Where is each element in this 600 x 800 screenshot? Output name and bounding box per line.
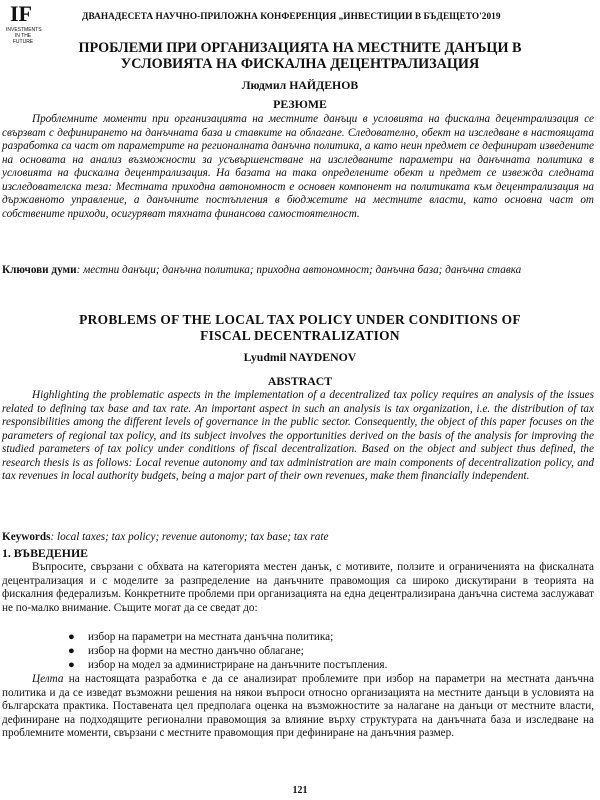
author-english: Lyudmil NAYDENOV: [243, 350, 357, 364]
list-item: [0, 658, 600, 672]
keywords-label-english: Keywords: [2, 531, 51, 543]
author-bulgarian: Людмил НАЙДЕНОВ: [241, 78, 359, 92]
abstract-heading-bulgarian: РЕЗЮМЕ: [273, 97, 327, 111]
keywords-text-english: : local taxes; tax policy; revenue autonomy; tax base; tax rate: [50, 531, 329, 543]
list-item: [0, 630, 600, 644]
title-bg-line-1: ПРОБЛЕМИ ПРИ ОРГАНИЗАЦИЯТА НА МЕСТНИТЕ ДАНЪЦИ В: [78, 40, 522, 56]
conference-logo: [6, 1, 42, 45]
title-en-line-2: FISCAL DECENTRALIZATION: [200, 328, 400, 343]
logo-subtitle: INVESTMENTS IN THE FUTURE: [6, 27, 42, 45]
goal-text: на настоящата разработка е да се анализират проблемите при избор на параметри на местната данъчна политика и да се изведат възможни решения на някои въпроси относно организацията на местните данъци в условията на българската практика. Поставената цел предполага оценка на възможностите за налагане на данъци от местните власти, дефиниране на подходящите регионални правомощия за влияние върху структурата на данъчната база и изследване на проблемните моменти, свързани с местните правомощия при дефиниране на данъчния размер.: [2, 673, 594, 739]
keywords-text-bulgarian: : местни данъци; данъчна политика; приходна автономност; данъчна база; данъчна ставка: [76, 264, 522, 276]
list-item: [0, 644, 600, 658]
bullet-icon: ●: [68, 631, 75, 643]
introduction-paragraph: Въпросите, свързани с обхвата на категорията местен данък, с мотивите, ползите и ограниченията на фискалната децентрализация и с моделите за разпределение на данъчните правомощия са широко дискутирани в теорията на фискалния федерализъм. Конкретните проблеми при организацията на една децентрализирана данъчна система заслужават не по-малко внимание. Същите могат да се сведат до:: [2, 561, 594, 614]
abstract-heading-english: ABSTRACT: [267, 374, 333, 388]
bullet-icon: ●: [68, 659, 75, 671]
keywords-english: [2, 531, 594, 543]
bullet-icon: ●: [68, 645, 75, 657]
logo-letters: IF: [10, 1, 32, 26]
section-heading-introduction: 1. ВЪВЕДЕНИЕ: [2, 546, 89, 560]
keywords-bulgarian: [2, 264, 594, 278]
running-head: ДВАНАДЕСЕТА НАУЧНО-ПРИЛОЖНА КОНФЕРЕНЦИЯ „ИНВЕСТИЦИИ В БЪДЕЩЕТО'2019: [82, 12, 501, 22]
problem-list: [0, 630, 600, 672]
keywords-label-bulgarian: Ключови думи: [2, 264, 77, 276]
title-bulgarian: [20, 40, 580, 72]
list-item-text: избор на модел за администриране на данъчните постъпления.: [88, 659, 388, 671]
title-en-line-1: PROBLEMS OF THE LOCAL TAX POLICY UNDER CONDITIONS OF: [79, 312, 521, 327]
abstract-english: Highlighting the problematic aspects in the implementation of a decentralized tax policy requires an analysis of the issues related to defining tax base and tax rate. An important aspect in such an analysis is tax organization, i.e. the distribution of tax responsibilities among the different levels of governance in the public sector. Consequently, the object of this paper focuses on the parameters of regional tax policy, and its subject involves the opportunities derived on the basis of the analysis for improving the studied parameters of tax policy under conditions of fiscal decentralization. Based on the object and subject thus defined, the research thesis is as follows: Local revenue autonomy and tax administration are main components of decentralization policy, and tax revenues in local authority budgets, being a major part of their own revenues, make them financially independent.: [2, 389, 594, 482]
title-bg-line-2: УСЛОВИЯТА НА ФИСКАЛНА ДЕЦЕНТРАЛИЗАЦИЯ: [120, 56, 480, 72]
title-english: [10, 312, 590, 344]
list-item-text: избор на параметри на местната данъчна политика;: [88, 631, 334, 643]
goal-lead-word: Целта: [32, 673, 64, 685]
list-item-text: избор на форми на местно данъчно облагане;: [88, 645, 304, 657]
goal-paragraph: [2, 673, 594, 741]
page-number: 121: [292, 785, 308, 796]
abstract-bulgarian: Проблемните моменти при организацията на местните данъци в условията на фискална децентрализация се свързват с дефинирането на данъчната база и ставките на облагане. Следователно, обект на изследване в настоящата разработка са част от параметрите на регионалната данъчна политика, а като неин предмет се дефинират изведените на основата на анализ възможности за усъвършенстване на изследваните параметри на данъчната политика в условията на фискална децентрализация. На базата на така определените обект и предмет се извежда следната изследователска теза: Местната приходна автономност е основен компонент на политиката към децентрализация на държавното управление, а данъчните постъпления в бюджетите на местните власти, като основна част от собствените приходи, осигуряват тяхната финансова самостоятелност.: [2, 113, 594, 220]
